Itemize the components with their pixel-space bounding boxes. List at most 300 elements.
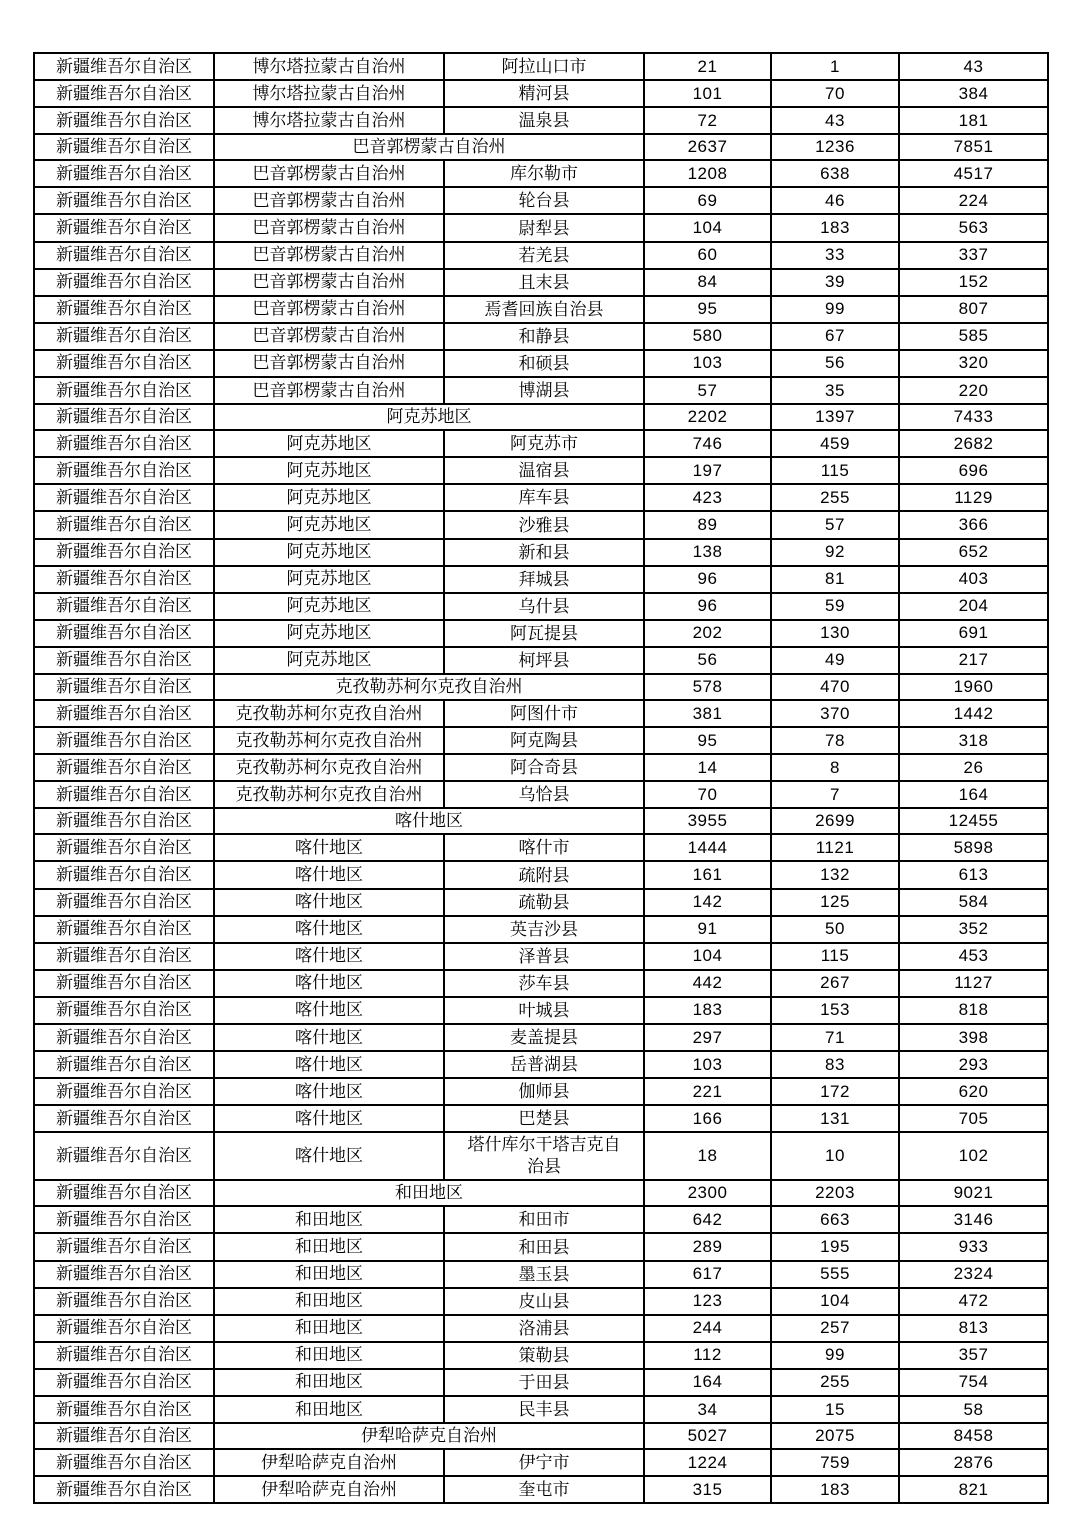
value-cell-2: 172 bbox=[771, 1078, 899, 1105]
county-label: 沙雅县 bbox=[518, 515, 570, 535]
province-cell: 新疆维吾尔自治区 bbox=[34, 808, 214, 834]
prefecture-cell: 巴音郭楞蒙古自治州 bbox=[214, 242, 444, 269]
table-row bbox=[34, 1024, 1048, 1051]
prefecture-cell: 巴音郭楞蒙古自治州 bbox=[214, 269, 444, 296]
county-cell bbox=[444, 1315, 644, 1342]
value-cell-2: 255 bbox=[771, 1369, 899, 1396]
value-cell-3: 584 bbox=[899, 889, 1048, 916]
table-row bbox=[34, 296, 1048, 323]
province-cell: 新疆维吾尔自治区 bbox=[34, 80, 214, 107]
value-cell-1: 5027 bbox=[644, 1423, 771, 1449]
county-cell bbox=[444, 916, 644, 943]
county-cell bbox=[444, 187, 644, 214]
value-cell-3: 1960 bbox=[899, 674, 1048, 700]
value-cell-1: 96 bbox=[644, 593, 771, 620]
prefecture-cell: 克孜勒苏柯尔克孜自治州 bbox=[214, 727, 444, 754]
prefecture-cell: 巴音郭楞蒙古自治州 bbox=[214, 377, 444, 404]
value-cell-2: 115 bbox=[771, 943, 899, 970]
table-row bbox=[34, 1051, 1048, 1078]
prefecture-subtotal-cell: 阿克苏地区 bbox=[214, 404, 644, 430]
value-cell-1: 578 bbox=[644, 674, 771, 700]
value-cell-3: 181 bbox=[899, 107, 1048, 134]
table-row bbox=[34, 754, 1048, 781]
value-cell-1: 221 bbox=[644, 1078, 771, 1105]
value-cell-1: 104 bbox=[644, 943, 771, 970]
county-cell bbox=[444, 727, 644, 754]
value-cell-2: 10 bbox=[771, 1132, 899, 1180]
value-cell-1: 642 bbox=[644, 1206, 771, 1233]
prefecture-cell: 阿克苏地区 bbox=[214, 457, 444, 484]
prefecture-subtotal-cell: 克孜勒苏柯尔克孜自治州 bbox=[214, 674, 644, 700]
prefecture-cell: 和田地区 bbox=[214, 1315, 444, 1342]
prefecture-cell: 喀什地区 bbox=[214, 970, 444, 997]
county-label: 英吉沙县 bbox=[510, 919, 578, 939]
county-label: 和静县 bbox=[518, 326, 570, 346]
value-cell-2: 49 bbox=[771, 647, 899, 674]
value-cell-2: 81 bbox=[771, 566, 899, 593]
table-row bbox=[34, 1105, 1048, 1132]
value-cell-3: 1129 bbox=[899, 484, 1048, 511]
value-cell-1: 142 bbox=[644, 889, 771, 916]
county-cell bbox=[444, 943, 644, 970]
province-cell: 新疆维吾尔自治区 bbox=[34, 1342, 214, 1369]
province-cell: 新疆维吾尔自治区 bbox=[34, 1206, 214, 1233]
county-cell bbox=[444, 889, 644, 916]
table-row bbox=[34, 1342, 1048, 1369]
province-cell: 新疆维吾尔自治区 bbox=[34, 484, 214, 511]
table-row bbox=[34, 134, 1048, 160]
prefecture-cell: 阿克苏地区 bbox=[214, 620, 444, 647]
table-row bbox=[34, 861, 1048, 888]
value-cell-1: 442 bbox=[644, 970, 771, 997]
province-cell: 新疆维吾尔自治区 bbox=[34, 323, 214, 350]
province-cell: 新疆维吾尔自治区 bbox=[34, 1132, 214, 1180]
county-label: 柯坪县 bbox=[518, 650, 570, 670]
province-cell: 新疆维吾尔自治区 bbox=[34, 187, 214, 214]
value-cell-3: 696 bbox=[899, 457, 1048, 484]
value-cell-1: 580 bbox=[644, 323, 771, 350]
province-cell: 新疆维吾尔自治区 bbox=[34, 134, 214, 160]
prefecture-cell: 喀什地区 bbox=[214, 1024, 444, 1051]
county-cell bbox=[444, 1396, 644, 1423]
county-label: 于田县 bbox=[518, 1373, 570, 1393]
value-cell-3: 821 bbox=[899, 1476, 1048, 1503]
county-cell bbox=[444, 593, 644, 620]
value-cell-2: 46 bbox=[771, 187, 899, 214]
value-cell-2: 183 bbox=[771, 214, 899, 241]
value-cell-1: 104 bbox=[644, 214, 771, 241]
value-cell-3: 217 bbox=[899, 647, 1048, 674]
value-cell-3: 472 bbox=[899, 1288, 1048, 1315]
value-cell-1: 138 bbox=[644, 539, 771, 566]
value-cell-1: 161 bbox=[644, 861, 771, 888]
table-row bbox=[34, 80, 1048, 107]
value-cell-1: 14 bbox=[644, 754, 771, 781]
province-cell: 新疆维吾尔自治区 bbox=[34, 834, 214, 861]
province-cell: 新疆维吾尔自治区 bbox=[34, 296, 214, 323]
value-cell-3: 164 bbox=[899, 781, 1048, 808]
value-cell-1: 101 bbox=[644, 80, 771, 107]
province-cell: 新疆维吾尔自治区 bbox=[34, 53, 214, 80]
table-row bbox=[34, 1180, 1048, 1206]
table-row bbox=[34, 242, 1048, 269]
province-cell: 新疆维吾尔自治区 bbox=[34, 1024, 214, 1051]
county-label: 策勒县 bbox=[518, 1345, 570, 1365]
county-label: 和硕县 bbox=[518, 354, 570, 374]
county-cell bbox=[444, 1288, 644, 1315]
value-cell-3: 384 bbox=[899, 80, 1048, 107]
table-row bbox=[34, 377, 1048, 404]
prefecture-cell: 和田地区 bbox=[214, 1261, 444, 1288]
prefecture-cell: 喀什地区 bbox=[214, 889, 444, 916]
value-cell-3: 152 bbox=[899, 269, 1048, 296]
county-cell bbox=[444, 1206, 644, 1233]
value-cell-1: 746 bbox=[644, 430, 771, 457]
table-row bbox=[34, 187, 1048, 214]
province-cell: 新疆维吾尔自治区 bbox=[34, 1261, 214, 1288]
county-label: 洛浦县 bbox=[518, 1318, 570, 1338]
county-cell bbox=[444, 1105, 644, 1132]
value-cell-1: 57 bbox=[644, 377, 771, 404]
value-cell-2: 1121 bbox=[771, 834, 899, 861]
province-cell: 新疆维吾尔自治区 bbox=[34, 593, 214, 620]
county-cell bbox=[444, 1342, 644, 1369]
value-cell-1: 69 bbox=[644, 187, 771, 214]
province-cell: 新疆维吾尔自治区 bbox=[34, 1105, 214, 1132]
county-label: 阿克苏市 bbox=[510, 434, 578, 454]
table-row bbox=[34, 943, 1048, 970]
value-cell-2: 195 bbox=[771, 1233, 899, 1260]
province-cell: 新疆维吾尔自治区 bbox=[34, 1288, 214, 1315]
prefecture-cell: 阿克苏地区 bbox=[214, 566, 444, 593]
value-cell-1: 1224 bbox=[644, 1449, 771, 1476]
county-cell bbox=[444, 566, 644, 593]
table-row bbox=[34, 1476, 1048, 1503]
value-cell-2: 370 bbox=[771, 700, 899, 727]
value-cell-2: 2075 bbox=[771, 1423, 899, 1449]
county-cell bbox=[444, 323, 644, 350]
prefecture-cell: 伊犁哈萨克自治州 bbox=[214, 1476, 444, 1503]
value-cell-3: 9021 bbox=[899, 1180, 1048, 1206]
table-row bbox=[34, 484, 1048, 511]
province-cell: 新疆维吾尔自治区 bbox=[34, 242, 214, 269]
prefecture-cell: 和田地区 bbox=[214, 1396, 444, 1423]
province-cell: 新疆维吾尔自治区 bbox=[34, 970, 214, 997]
value-cell-3: 5898 bbox=[899, 834, 1048, 861]
value-cell-3: 318 bbox=[899, 727, 1048, 754]
prefecture-subtotal-cell: 喀什地区 bbox=[214, 808, 644, 834]
value-cell-3: 102 bbox=[899, 1132, 1048, 1180]
table-row bbox=[34, 1288, 1048, 1315]
value-cell-3: 563 bbox=[899, 214, 1048, 241]
prefecture-cell: 巴音郭楞蒙古自治州 bbox=[214, 296, 444, 323]
value-cell-2: 638 bbox=[771, 160, 899, 187]
county-cell bbox=[444, 1233, 644, 1260]
value-cell-1: 60 bbox=[644, 242, 771, 269]
value-cell-1: 34 bbox=[644, 1396, 771, 1423]
prefecture-subtotal-cell: 伊犁哈萨克自治州 bbox=[214, 1423, 644, 1449]
province-cell: 新疆维吾尔自治区 bbox=[34, 889, 214, 916]
province-cell: 新疆维吾尔自治区 bbox=[34, 1369, 214, 1396]
prefecture-cell: 巴音郭楞蒙古自治州 bbox=[214, 350, 444, 377]
province-cell: 新疆维吾尔自治区 bbox=[34, 647, 214, 674]
value-cell-1: 1208 bbox=[644, 160, 771, 187]
prefecture-cell: 和田地区 bbox=[214, 1233, 444, 1260]
value-cell-3: 691 bbox=[899, 620, 1048, 647]
prefecture-cell: 喀什地区 bbox=[214, 916, 444, 943]
table-row bbox=[34, 430, 1048, 457]
prefecture-cell: 和田地区 bbox=[214, 1369, 444, 1396]
county-cell bbox=[444, 1449, 644, 1476]
value-cell-2: 125 bbox=[771, 889, 899, 916]
value-cell-3: 818 bbox=[899, 997, 1048, 1024]
table-row bbox=[34, 889, 1048, 916]
county-cell bbox=[444, 484, 644, 511]
value-cell-3: 366 bbox=[899, 511, 1048, 538]
province-cell: 新疆维吾尔自治区 bbox=[34, 1078, 214, 1105]
value-cell-2: 39 bbox=[771, 269, 899, 296]
value-cell-2: 43 bbox=[771, 107, 899, 134]
prefecture-cell: 和田地区 bbox=[214, 1206, 444, 1233]
county-cell bbox=[444, 997, 644, 1024]
table-row bbox=[34, 647, 1048, 674]
value-cell-3: 26 bbox=[899, 754, 1048, 781]
value-cell-2: 35 bbox=[771, 377, 899, 404]
value-cell-3: 337 bbox=[899, 242, 1048, 269]
value-cell-2: 70 bbox=[771, 80, 899, 107]
province-cell: 新疆维吾尔自治区 bbox=[34, 457, 214, 484]
county-cell bbox=[444, 269, 644, 296]
value-cell-3: 652 bbox=[899, 539, 1048, 566]
county-label: 阿拉山口市 bbox=[501, 57, 587, 77]
value-cell-2: 132 bbox=[771, 861, 899, 888]
value-cell-1: 56 bbox=[644, 647, 771, 674]
table-body bbox=[34, 53, 1048, 1503]
value-cell-3: 2876 bbox=[899, 1449, 1048, 1476]
county-cell bbox=[444, 1078, 644, 1105]
table-row bbox=[34, 511, 1048, 538]
value-cell-2: 2203 bbox=[771, 1180, 899, 1206]
value-cell-3: 320 bbox=[899, 350, 1048, 377]
province-cell: 新疆维吾尔自治区 bbox=[34, 727, 214, 754]
value-cell-2: 759 bbox=[771, 1449, 899, 1476]
county-label: 精河县 bbox=[518, 84, 570, 104]
table-row bbox=[34, 269, 1048, 296]
table-row bbox=[34, 107, 1048, 134]
province-cell: 新疆维吾尔自治区 bbox=[34, 539, 214, 566]
table-row bbox=[34, 539, 1048, 566]
province-cell: 新疆维吾尔自治区 bbox=[34, 997, 214, 1024]
value-cell-2: 459 bbox=[771, 430, 899, 457]
province-cell: 新疆维吾尔自治区 bbox=[34, 943, 214, 970]
value-cell-2: 470 bbox=[771, 674, 899, 700]
county-label: 尉犁县 bbox=[518, 218, 570, 238]
county-cell bbox=[444, 430, 644, 457]
county-label: 拜城县 bbox=[518, 569, 570, 589]
value-cell-1: 91 bbox=[644, 916, 771, 943]
county-label: 且末县 bbox=[518, 272, 570, 292]
value-cell-2: 183 bbox=[771, 1476, 899, 1503]
value-cell-3: 2324 bbox=[899, 1261, 1048, 1288]
county-label: 墨玉县 bbox=[518, 1264, 570, 1284]
province-cell: 新疆维吾尔自治区 bbox=[34, 404, 214, 430]
county-cell bbox=[444, 754, 644, 781]
value-cell-3: 3146 bbox=[899, 1206, 1048, 1233]
province-cell: 新疆维吾尔自治区 bbox=[34, 1476, 214, 1503]
county-label: 和田县 bbox=[518, 1237, 570, 1257]
value-cell-3: 357 bbox=[899, 1342, 1048, 1369]
table-row bbox=[34, 160, 1048, 187]
value-cell-1: 21 bbox=[644, 53, 771, 80]
province-cell: 新疆维吾尔自治区 bbox=[34, 566, 214, 593]
table-row bbox=[34, 834, 1048, 861]
prefecture-cell: 克孜勒苏柯尔克孜自治州 bbox=[214, 700, 444, 727]
prefecture-cell: 和田地区 bbox=[214, 1342, 444, 1369]
prefecture-cell: 阿克苏地区 bbox=[214, 539, 444, 566]
county-label: 莎车县 bbox=[518, 973, 570, 993]
value-cell-2: 267 bbox=[771, 970, 899, 997]
prefecture-cell: 喀什地区 bbox=[214, 1105, 444, 1132]
value-cell-3: 705 bbox=[899, 1105, 1048, 1132]
value-cell-3: 453 bbox=[899, 943, 1048, 970]
prefecture-cell: 喀什地区 bbox=[214, 997, 444, 1024]
value-cell-3: 1127 bbox=[899, 970, 1048, 997]
province-cell: 新疆维吾尔自治区 bbox=[34, 377, 214, 404]
table-row bbox=[34, 674, 1048, 700]
value-cell-2: 1 bbox=[771, 53, 899, 80]
county-cell bbox=[444, 970, 644, 997]
value-cell-1: 96 bbox=[644, 566, 771, 593]
value-cell-1: 112 bbox=[644, 1342, 771, 1369]
county-cell bbox=[444, 700, 644, 727]
value-cell-1: 103 bbox=[644, 1051, 771, 1078]
table-row bbox=[34, 1396, 1048, 1423]
value-cell-3: 43 bbox=[899, 53, 1048, 80]
county-label: 岳普湖县 bbox=[510, 1055, 578, 1075]
county-cell bbox=[444, 647, 644, 674]
value-cell-2: 33 bbox=[771, 242, 899, 269]
value-cell-3: 585 bbox=[899, 323, 1048, 350]
value-cell-1: 2300 bbox=[644, 1180, 771, 1206]
value-cell-1: 89 bbox=[644, 511, 771, 538]
value-cell-1: 72 bbox=[644, 107, 771, 134]
statistics-table bbox=[33, 52, 1049, 1504]
province-cell: 新疆维吾尔自治区 bbox=[34, 269, 214, 296]
value-cell-3: 352 bbox=[899, 916, 1048, 943]
county-label: 疏附县 bbox=[518, 865, 570, 885]
value-cell-3: 2682 bbox=[899, 430, 1048, 457]
county-label: 库尔勒市 bbox=[510, 164, 578, 184]
province-cell: 新疆维吾尔自治区 bbox=[34, 1233, 214, 1260]
value-cell-3: 293 bbox=[899, 1051, 1048, 1078]
province-cell: 新疆维吾尔自治区 bbox=[34, 1315, 214, 1342]
county-label: 疏勒县 bbox=[518, 892, 570, 912]
value-cell-1: 381 bbox=[644, 700, 771, 727]
table-row bbox=[34, 1369, 1048, 1396]
value-cell-2: 104 bbox=[771, 1288, 899, 1315]
table-row bbox=[34, 727, 1048, 754]
county-label: 阿合奇县 bbox=[510, 758, 578, 778]
value-cell-1: 423 bbox=[644, 484, 771, 511]
county-cell bbox=[444, 160, 644, 187]
value-cell-3: 620 bbox=[899, 1078, 1048, 1105]
prefecture-cell: 巴音郭楞蒙古自治州 bbox=[214, 214, 444, 241]
value-cell-2: 130 bbox=[771, 620, 899, 647]
county-cell bbox=[444, 511, 644, 538]
value-cell-1: 289 bbox=[644, 1233, 771, 1260]
value-cell-2: 8 bbox=[771, 754, 899, 781]
county-label: 博湖县 bbox=[518, 381, 570, 401]
table-row bbox=[34, 700, 1048, 727]
table-row bbox=[34, 970, 1048, 997]
county-cell bbox=[444, 1051, 644, 1078]
prefecture-cell: 阿克苏地区 bbox=[214, 484, 444, 511]
county-cell bbox=[444, 620, 644, 647]
county-cell bbox=[444, 80, 644, 107]
table-row bbox=[34, 214, 1048, 241]
value-cell-1: 164 bbox=[644, 1369, 771, 1396]
prefecture-cell: 阿克苏地区 bbox=[214, 647, 444, 674]
province-cell: 新疆维吾尔自治区 bbox=[34, 916, 214, 943]
province-cell: 新疆维吾尔自治区 bbox=[34, 861, 214, 888]
province-cell: 新疆维吾尔自治区 bbox=[34, 781, 214, 808]
county-label: 阿图什市 bbox=[510, 704, 578, 724]
county-cell bbox=[444, 1261, 644, 1288]
value-cell-3: 813 bbox=[899, 1315, 1048, 1342]
county-label: 塔什库尔干塔吉克自治县 bbox=[467, 1135, 621, 1177]
value-cell-1: 1444 bbox=[644, 834, 771, 861]
table-row bbox=[34, 1261, 1048, 1288]
county-label: 库车县 bbox=[518, 488, 570, 508]
table-row bbox=[34, 350, 1048, 377]
table-row bbox=[34, 1449, 1048, 1476]
county-label: 巴楚县 bbox=[518, 1109, 570, 1129]
prefecture-cell: 喀什地区 bbox=[214, 834, 444, 861]
province-cell: 新疆维吾尔自治区 bbox=[34, 674, 214, 700]
table-row bbox=[34, 1233, 1048, 1260]
value-cell-3: 807 bbox=[899, 296, 1048, 323]
value-cell-1: 84 bbox=[644, 269, 771, 296]
value-cell-2: 255 bbox=[771, 484, 899, 511]
value-cell-1: 95 bbox=[644, 296, 771, 323]
value-cell-1: 315 bbox=[644, 1476, 771, 1503]
county-cell bbox=[444, 350, 644, 377]
prefecture-cell: 克孜勒苏柯尔克孜自治州 bbox=[214, 754, 444, 781]
value-cell-1: 166 bbox=[644, 1105, 771, 1132]
table-row bbox=[34, 781, 1048, 808]
province-cell: 新疆维吾尔自治区 bbox=[34, 430, 214, 457]
province-cell: 新疆维吾尔自治区 bbox=[34, 1423, 214, 1449]
value-cell-1: 103 bbox=[644, 350, 771, 377]
prefecture-cell: 巴音郭楞蒙古自治州 bbox=[214, 160, 444, 187]
prefecture-cell: 博尔塔拉蒙古自治州 bbox=[214, 53, 444, 80]
prefecture-cell: 巴音郭楞蒙古自治州 bbox=[214, 323, 444, 350]
prefecture-cell: 博尔塔拉蒙古自治州 bbox=[214, 107, 444, 134]
prefecture-subtotal-cell: 和田地区 bbox=[214, 1180, 644, 1206]
table-row bbox=[34, 620, 1048, 647]
prefecture-cell: 克孜勒苏柯尔克孜自治州 bbox=[214, 781, 444, 808]
value-cell-3: 398 bbox=[899, 1024, 1048, 1051]
county-label: 伊宁市 bbox=[518, 1453, 570, 1473]
table-row bbox=[34, 323, 1048, 350]
county-label: 叶城县 bbox=[518, 1001, 570, 1020]
value-cell-3: 7851 bbox=[899, 134, 1048, 160]
county-label: 焉耆回族自治县 bbox=[484, 299, 604, 319]
province-cell: 新疆维吾尔自治区 bbox=[34, 1449, 214, 1476]
table-row bbox=[34, 566, 1048, 593]
county-cell bbox=[444, 1024, 644, 1051]
value-cell-2: 15 bbox=[771, 1396, 899, 1423]
